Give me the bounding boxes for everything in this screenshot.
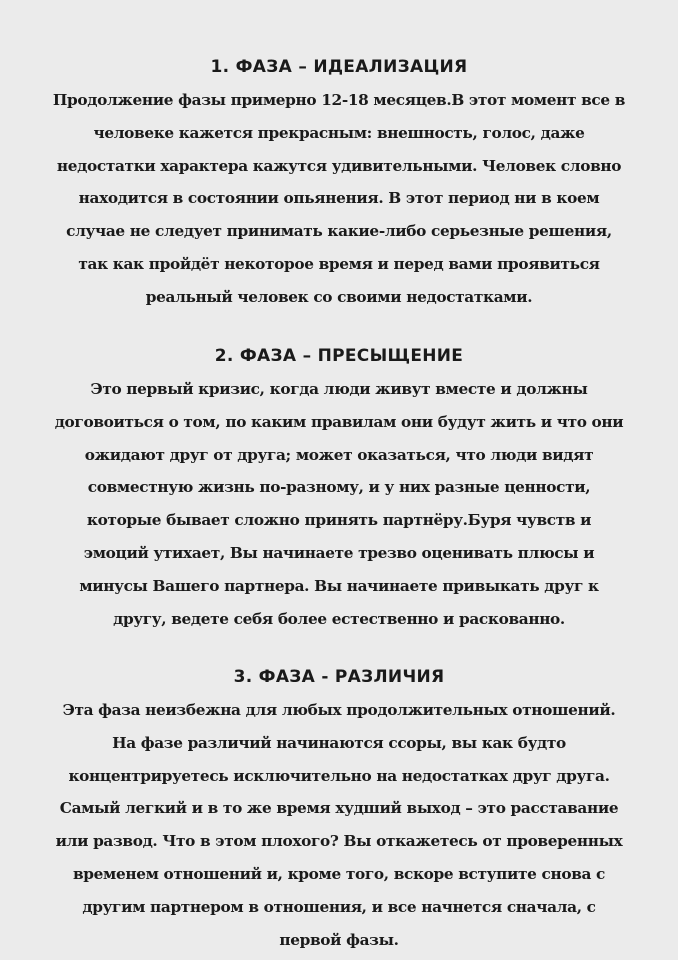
text-line: недостатки характера кажутся удивительными. Человек словно <box>56 156 622 175</box>
text-line: реальный человек со своими недостатками. <box>145 287 533 306</box>
text-line: На фазе различий начинаются ссоры, вы как будто <box>112 733 566 752</box>
text-line: минусы Вашего партнера. Вы начинаете привыкать друг к <box>79 576 599 595</box>
text-line: первой фазы. <box>279 930 399 949</box>
text-line: находится в состоянии опьянения. В этот период ни в коем <box>78 189 600 208</box>
text-line: или развод. Что в этом плохого? Вы откажетесь от проверенных <box>55 832 623 851</box>
text-line: другу, ведете себя более естественно и раскованно. <box>113 609 565 628</box>
text-line: концентрируетесь исключительно на недостатках друг друга. <box>68 766 610 785</box>
phase-2-text <box>0 373 678 635</box>
phase-3-text <box>0 694 678 956</box>
text-line: случае не следует принимать какие-либо серьезные решения, <box>66 222 612 241</box>
phase-2-heading: 2. ФАЗА – ПРЕСЫЩЕНИЕ <box>214 346 464 366</box>
phase-3-heading: 3. ФАЗА - РАЗЛИЧИЯ <box>233 667 445 687</box>
text-line: Эта фаза неизбежна для любых продолжительных отношений. <box>62 701 616 719</box>
text-line: так как пройдёт некоторое время и перед вами проявиться <box>78 254 600 273</box>
phase-1-heading: 1. ФАЗА – ИДЕАЛИЗАЦИЯ <box>210 57 468 77</box>
text-line: эмоций утихает, Вы начинаете трезво оценивать плюсы и <box>83 543 595 562</box>
phase-3-section <box>0 666 678 956</box>
text-line: ожидают друг от друга; может оказаться, что люди видят <box>84 445 594 464</box>
text-line: договоиться о том, по каким правилам они будут жить и что они <box>54 412 624 431</box>
text-line: Продолжение фазы примерно 12-18 месяцев.В этот момент все в <box>52 91 626 109</box>
text-line: которые бывает сложно принять партнёру.Буря чувств и <box>86 511 592 530</box>
text-line: Это первый кризис, когда люди живут вместе и должны <box>90 380 588 398</box>
text-line: совместную жизнь по-разному, и у них разные ценности, <box>87 478 591 497</box>
phase-1-section <box>0 56 678 314</box>
text-line: Самый легкий и в то же время худший выход – это расставание <box>59 799 619 818</box>
text-line: другим партнером в отношения, и все начнется сначала, с <box>82 897 596 916</box>
text-line: человеке кажется прекрасным: внешность, голос, даже <box>93 123 585 142</box>
phase-2-section <box>0 345 678 635</box>
text-line: временем отношений и, кроме того, вскоре вступите снова с <box>72 864 606 883</box>
phase-1-text <box>0 84 678 314</box>
